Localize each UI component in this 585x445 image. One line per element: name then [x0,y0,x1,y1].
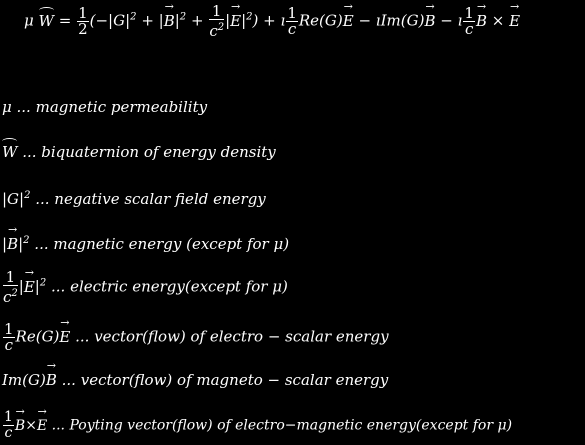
vector-b-3: → B [476,12,487,30]
exp-1: 2 [130,11,137,23]
fraction-one-over-c-1: $\frac{1}{c}$ [287,4,297,38]
eq-plus: + [190,11,204,30]
eq-term-g: (−|G| [89,11,131,30]
biquaternion-equation [24,4,520,39]
eq-minus-i: − ı [440,11,463,30]
eq-bar-e-close: | [241,11,247,30]
definition-poynting: $\frac{1}{c}$ → B×→ E ... Poyting vector(flow) of electro−magnetic energy(except for μ) [2,410,512,441]
definition-b: |→ $B|^2$ ... magnetic energy (except for μ) [2,232,289,253]
definition-e: $\frac{1}{c^2}$ |→ $E|^2$ ... electric energy(except for μ) [2,270,288,305]
vector-b: → B [164,12,175,30]
eq-close: ) + ı [252,11,286,30]
definition-g: $|G|^2$ ... negative scalar field energy [2,190,266,208]
vector-e: → E [230,12,241,30]
definition-electro-scalar: $\frac{1}{c}$ Re(G)→ E ... vector(flow) of electro − scalar energy [2,322,389,353]
equals-sign: = [58,11,72,30]
fraction-one-over-c2: $\frac{1}{c^2}$ [209,2,225,40]
eq-bar: | [174,11,180,30]
cross-product-sign: × [491,11,505,30]
eq-minus-im: − ıIm(G) [358,11,425,30]
exp-3: 2 [246,11,253,23]
w-hat-symbol: W [38,11,54,30]
definition-magneto-scalar: Im(G)→ B ... vector(flow) of magneto − scalar energy [2,371,388,389]
vector-e-2: → E [343,12,354,30]
vector-b-2: → B [424,12,435,30]
definition-w: W ... biquaternion of energy density [2,143,276,161]
definition-mu: μ ... magnetic permeability [2,98,208,116]
fraction-one-over-c-2: $\frac{1}{c}$ [464,4,474,38]
vector-e-3: → E [509,12,520,30]
exp-2: 2 [179,11,187,23]
mu-symbol: μ [24,11,34,30]
eq-re: Re(G) [298,11,343,30]
eq-bar-e: | [225,11,231,30]
eq-plus-bar: + | [141,11,164,30]
fraction-one-half: $\frac{1}{2}$ [78,4,88,38]
